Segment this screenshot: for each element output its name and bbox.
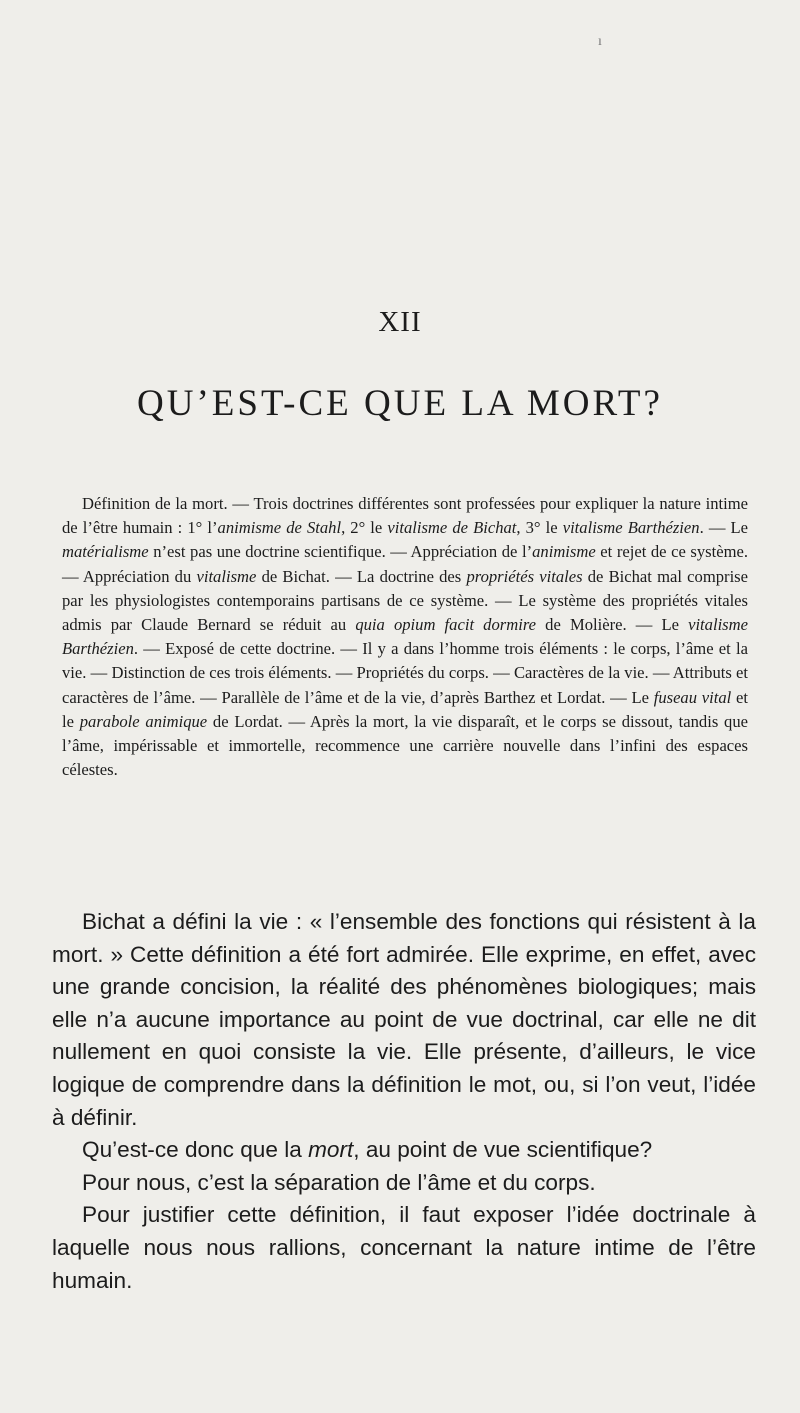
chapter-title: QU’EST-CE QUE LA MORT? [137, 383, 663, 424]
page-mark: ı [598, 34, 602, 49]
body-text [52, 906, 756, 1297]
chapter-summary: Définition de la mort. — Trois doctrines différentes sont professées pour expliquer la nature intime de l’être humain : 1° l’animisme de Stahl, 2° le vitalisme de Bichat, 3° le vitalisme Barthézien. — Le matérialisme n’est pas une doctrine scientifique. — Appréciation de l’animisme et rejet de ce système. — Appréciation du vitalisme de Bichat. — La doctrine des propriétés vitales de Bichat mal comprise par les physiologistes contemporains partisans de ce système. — Le système des propriétés vitales admis par Claude Bernard se réduit au quia opium facit dormire de Molière. — Le vitalisme Barthézien. — Exposé de cette doctrine. — Il y a dans l’homme trois éléments : le corps, l’âme et la vie. — Distinction de ces trois éléments. — Propriétés du corps. — Caractères de la vie. — Attributs et caractères de l’âme. — Parallèle de l’âme et de la vie, d’après Barthez et Lordat. — Le fuseau vital et le parabole animique de Lordat. — Après la mort, la vie disparaît, et le corps se dissout, tandis que l’âme, impérissable et immortelle, recommence une carrière nouvelle dans l’infini des espaces célestes. [62, 494, 749, 780]
paragraph-4: Pour justifier cette définition, il faut exposer l’idée doctrinale à laquelle nous nous rallions, concernant la nature intime de l’être humain. [52, 1202, 756, 1293]
chapter-number: XII [378, 306, 422, 338]
paragraph-1: Bichat a défini la vie : « l’ensemble des fonctions qui résistent à la mort. » Cette définition a été fort admirée. Elle exprime, en effet, avec une grande concision, la réalité des phénomènes biologiques; mais elle n’a aucune importance au point de vue doctrinal, car elle ne dit nullement en quoi consiste la vie. Elle présente, d’ailleurs, le vice logique de comprendre dans la définition le mot, ou, si l’on veut, l’idée à définir. [52, 909, 756, 1130]
paragraph-3: Pour nous, c’est la séparation de l’âme et du corps. [82, 1169, 596, 1195]
paragraph-2: Qu’est-ce donc que la mort, au point de vue scientifique? [82, 1137, 653, 1163]
